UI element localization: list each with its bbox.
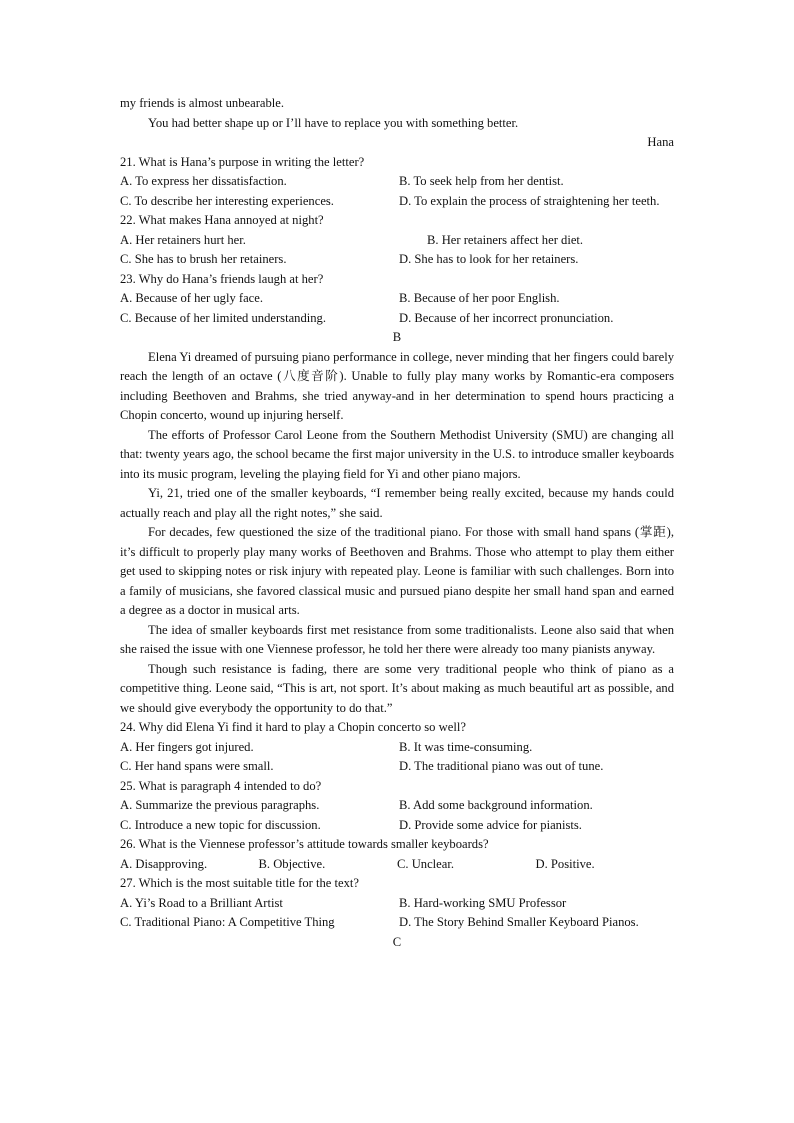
- section-heading-b: B: [392, 330, 402, 344]
- option-24-c: C. Her hand spans were small.: [120, 759, 274, 773]
- option-24-a: A. Her fingers got injured.: [120, 739, 254, 754]
- question-23-options-ab: [120, 289, 674, 309]
- passage-b-paragraph-1: Elena Yi dreamed of pursuing piano performance in college, never minding that her fingers could barely reach the length of an octave (八度音阶). Unable to fully play many works by Romantic-era composers including Beethoven and Brahms, she tried anyway-and in her determination to spend hours practicing a Chopin concerto, wound up injuring herself.: [120, 349, 674, 422]
- option-21-a: A. To express her dissatisfaction.: [120, 174, 287, 188]
- question-25: 25. What is paragraph 4 intended to do?: [120, 778, 322, 793]
- passage-b-paragraph-5: The idea of smaller keyboards first met resistance from some traditionalists. Leone also said that when she raised the issue with one Viennese professor, he told her there were already too many pianists anyway.: [120, 622, 674, 656]
- question-24-options-cd: [120, 757, 674, 777]
- option-23-d: D. Because of her incorrect pronunciation.: [399, 310, 614, 325]
- option-27-c: C. Traditional Piano: A Competitive Thing: [120, 915, 335, 929]
- letter-closing-line: my friends is almost unbearable.: [120, 96, 285, 110]
- question-25-options-ab: [120, 796, 674, 816]
- option-27-a: A. Yi’s Road to a Brilliant Artist: [120, 895, 283, 910]
- option-21-c: C. To describe her interesting experiences.: [120, 193, 334, 208]
- option-23-b: B. Because of her poor English.: [399, 291, 560, 305]
- option-26-a: A. Disapproving.: [120, 856, 208, 871]
- question-22: 22. What makes Hana annoyed at night?: [120, 213, 324, 227]
- option-27-b: B. Hard-working SMU Professor: [399, 895, 567, 910]
- question-21-options-ab: [120, 172, 674, 192]
- option-23-c: C. Because of her limited understanding.: [120, 310, 326, 325]
- passage-b-paragraph-2: The efforts of Professor Carol Leone from the Southern Methodist University (SMU) are changing all that: twenty years ago, the school became the first major university in the U.S. to introduce smaller keyboards into its music program, leveling the playing field for Yi and other piano majors.: [120, 427, 674, 481]
- option-21-b: B. To seek help from her dentist.: [399, 174, 564, 188]
- option-26-c: C. Unclear.: [397, 856, 455, 871]
- option-24-d: D. The traditional piano was out of tune.: [399, 759, 604, 773]
- option-26-b: B. Objective.: [258, 856, 326, 871]
- option-22-b: B. Her retainers affect her diet.: [427, 232, 584, 247]
- option-26-d: D. Positive.: [535, 856, 595, 871]
- question-27-options-cd: [120, 913, 674, 933]
- section-heading-c: C: [392, 934, 402, 949]
- question-23-options-cd: [120, 309, 674, 329]
- page-content: [120, 94, 674, 952]
- option-25-a: A. Summarize the previous paragraphs.: [120, 798, 320, 812]
- question-24: 24. Why did Elena Yi find it hard to play a Chopin concerto so well?: [120, 720, 466, 734]
- option-21-d: D. To explain the process of straightening her teeth.: [399, 193, 660, 208]
- option-25-b: B. Add some background information.: [399, 798, 593, 812]
- option-22-c: C. She has to brush her retainers.: [120, 252, 287, 266]
- option-22-a: A. Her retainers hurt her.: [120, 232, 246, 247]
- passage-b-paragraph-3: Yi, 21, tried one of the smaller keyboards, “I remember being really excited, because my hands could actually reach and play all the right notes,” she said.: [120, 486, 674, 520]
- passage-b-paragraph-6: Though such resistance is fading, there are some very traditional people who think of piano as a competitive thing. Leone said, “This is art, not sport. It’s about making as much beautiful art as possible, and we should give everybody the opportunity to do that.”: [120, 661, 674, 715]
- option-24-b: B. It was time-consuming.: [399, 739, 533, 754]
- letter-signature: Hana: [647, 135, 674, 149]
- question-22-options-cd: [120, 250, 674, 270]
- question-23: 23. Why do Hana’s friends laugh at her?: [120, 271, 324, 286]
- letter-closing-paragraph: You had better shape up or I’ll have to replace you with something better.: [148, 115, 519, 130]
- passage-b-paragraph-4: For decades, few questioned the size of the traditional piano. For those with small hand spans (掌距), it’s difficult to properly play many works of Beethoven and Brahms. Those who attempt to play them either get used to skipping notes or risk injury with repeated play. Leone is familiar with such challenges. Born into a family of musicians, she favored classical music and pursued piano despite her small hand span and earned a degree as a doctor in musical arts.: [120, 525, 674, 617]
- question-27-options-ab: [120, 894, 674, 914]
- option-25-c: C. Introduce a new topic for discussion.: [120, 817, 321, 832]
- question-22-options-ab: [120, 231, 674, 251]
- question-26: 26. What is the Viennese professor’s attitude towards smaller keyboards?: [120, 837, 489, 851]
- question-21: 21. What is Hana’s purpose in writing the letter?: [120, 154, 365, 169]
- question-25-options-cd: [120, 816, 674, 836]
- question-27: 27. Which is the most suitable title for the text?: [120, 876, 359, 890]
- option-25-d: D. Provide some advice for pianists.: [399, 817, 582, 832]
- question-24-options-ab: [120, 738, 674, 758]
- option-22-d: D. She has to look for her retainers.: [399, 252, 579, 266]
- option-23-a: A. Because of her ugly face.: [120, 291, 264, 305]
- question-26-options: [120, 855, 674, 875]
- question-21-options-cd: [120, 192, 674, 212]
- option-27-d: D. The Story Behind Smaller Keyboard Pianos.: [399, 915, 639, 929]
